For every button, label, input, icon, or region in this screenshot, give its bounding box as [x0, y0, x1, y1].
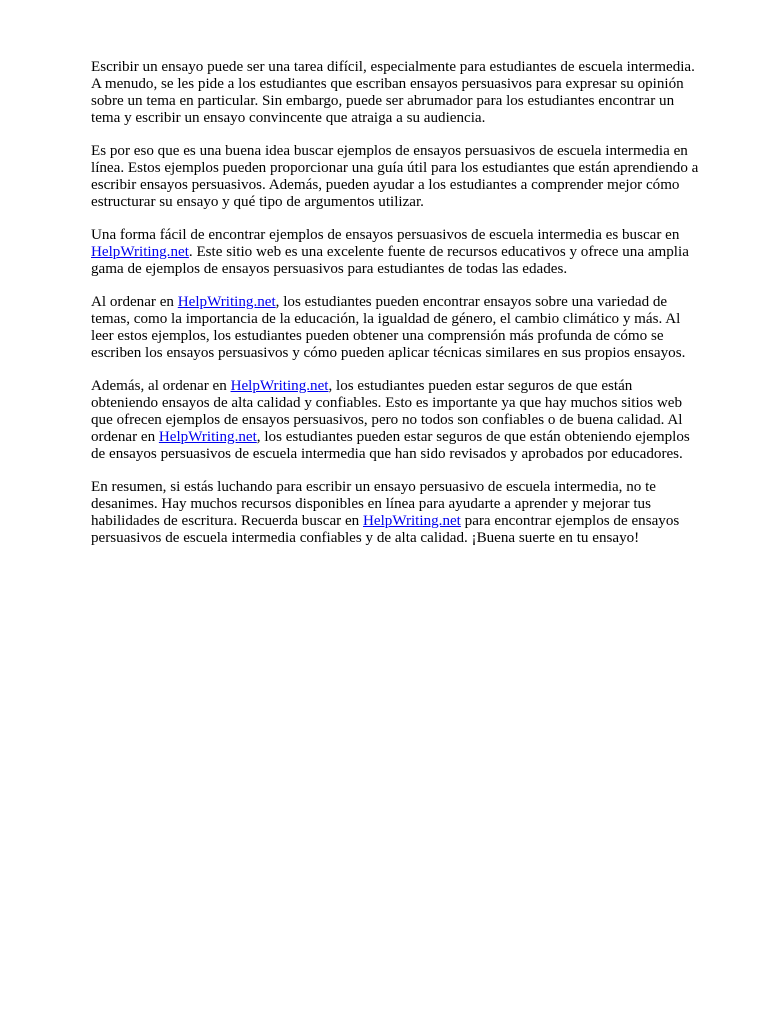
text-run: , los estudiantes pueden estar seguros de que están: [328, 378, 633, 394]
text-line: [91, 177, 718, 194]
text-run: sobre un tema en particular. Sin embargo, puede ser abrumador para los estudiantes encontrar un: [91, 93, 675, 109]
text-run: temas, como la importancia de la educación, la igualdad de género, el cambio climático y más. Al: [91, 311, 681, 327]
text-line: [91, 227, 718, 244]
text-run: que ofrecen ejemplos de ensayos persuasivos, pero no todos son confiables o de buena calidad. Al: [91, 412, 683, 428]
text-run: , los estudiantes pueden encontrar ensayos sobre una variedad de: [275, 294, 668, 310]
text-line: [91, 143, 718, 160]
text-line: [91, 93, 718, 110]
text-line: [91, 76, 718, 93]
text-run: desanimes. Hay muchos recursos disponibles en línea para ayudarte a aprender y mejorar tus: [91, 496, 651, 512]
text-run: línea. Estos ejemplos pueden proporcionar una guía útil para los estudiantes que están aprendiendo a: [91, 160, 699, 176]
text-run: , los estudiantes pueden estar seguros de que están obteniendo ejemplos: [256, 429, 690, 445]
text-run: . Este sitio web es una excelente fuente de recursos educativos y ofrece una amplia: [188, 244, 689, 260]
text-line: [91, 311, 718, 328]
text-line: [91, 429, 718, 446]
text-run: escribir ensayos persuasivos. Además, pueden ayudar a los estudiantes a comprender mejor cómo: [91, 177, 680, 193]
text-run: estructurar su ensayo y qué tipo de argumentos utilizar.: [91, 194, 424, 210]
text-line: [91, 328, 718, 345]
text-line: [91, 479, 718, 496]
text-run: para encontrar ejemplos de ensayos: [460, 513, 680, 529]
text-line: [91, 294, 718, 311]
paragraph: [91, 378, 718, 463]
text-run: Además, al ordenar en: [91, 378, 231, 394]
text-line: [91, 513, 718, 530]
text-line: [91, 160, 718, 177]
text-run: leer estos ejemplos, los estudiantes pueden obtener una comprensión más profunda de cómo se: [91, 328, 664, 344]
text-line: [91, 446, 718, 463]
helpwriting-link[interactable]: HelpWriting.net: [230, 378, 329, 394]
text-line: [91, 244, 718, 261]
text-run: Una forma fácil de encontrar ejemplos de ensayos persuasivos de escuela intermedia es buscar en: [91, 227, 680, 243]
paragraph: [91, 479, 718, 547]
text-run: A menudo, se les pide a los estudiantes que escriban ensayos persuasivos para expresar su opinión: [91, 76, 684, 92]
text-run: ordenar en: [91, 429, 159, 445]
paragraph: [91, 294, 718, 362]
text-run: habilidades de escritura. Recuerda buscar en: [91, 513, 363, 529]
paragraph: [91, 227, 718, 278]
text-line: [91, 345, 718, 362]
text-run: Escribir un ensayo puede ser una tarea difícil, especialmente para estudiantes de escuela intermedia.: [91, 59, 695, 75]
helpwriting-link[interactable]: HelpWriting.net: [91, 244, 189, 260]
text-line: [91, 378, 718, 395]
text-run: escriben los ensayos persuasivos y cómo pueden aplicar técnicas similares en sus propios ensayos.: [91, 345, 686, 361]
paragraph: [91, 59, 718, 127]
text-line: [91, 194, 718, 211]
helpwriting-link[interactable]: HelpWriting.net: [362, 513, 461, 529]
text-run: Es por eso que es una buena idea buscar ejemplos de ensayos persuasivos de escuela intermedia en: [91, 143, 688, 159]
text-run: Al ordenar en: [91, 294, 178, 310]
text-run: obteniendo ensayos de alta calidad y confiables. Esto es importante ya que hay muchos sitios web: [91, 395, 683, 411]
text-line: [91, 530, 718, 547]
text-run: gama de ejemplos de ensayos persuasivos para estudiantes de todas las edades.: [91, 261, 568, 277]
text-line: [91, 59, 718, 76]
document-body: [91, 59, 718, 547]
text-line: [91, 261, 718, 278]
text-run: persuasivos de escuela intermedia confiables y de alta calidad. ¡Buena suerte en tu ensayo!: [91, 530, 640, 546]
text-line: [91, 110, 718, 127]
text-run: tema y escribir un ensayo convincente que atraiga a su audiencia.: [91, 110, 486, 126]
paragraph: [91, 143, 718, 211]
text-line: [91, 395, 718, 412]
helpwriting-link[interactable]: HelpWriting.net: [177, 294, 276, 310]
text-run: de ensayos persuasivos de escuela intermedia que han sido revisados y aprobados por educadores.: [91, 446, 683, 462]
text-run: En resumen, si estás luchando para escribir un ensayo persuasivo de escuela intermedia, no te: [91, 479, 656, 495]
helpwriting-link[interactable]: HelpWriting.net: [158, 429, 257, 445]
text-line: [91, 496, 718, 513]
text-line: [91, 412, 718, 429]
